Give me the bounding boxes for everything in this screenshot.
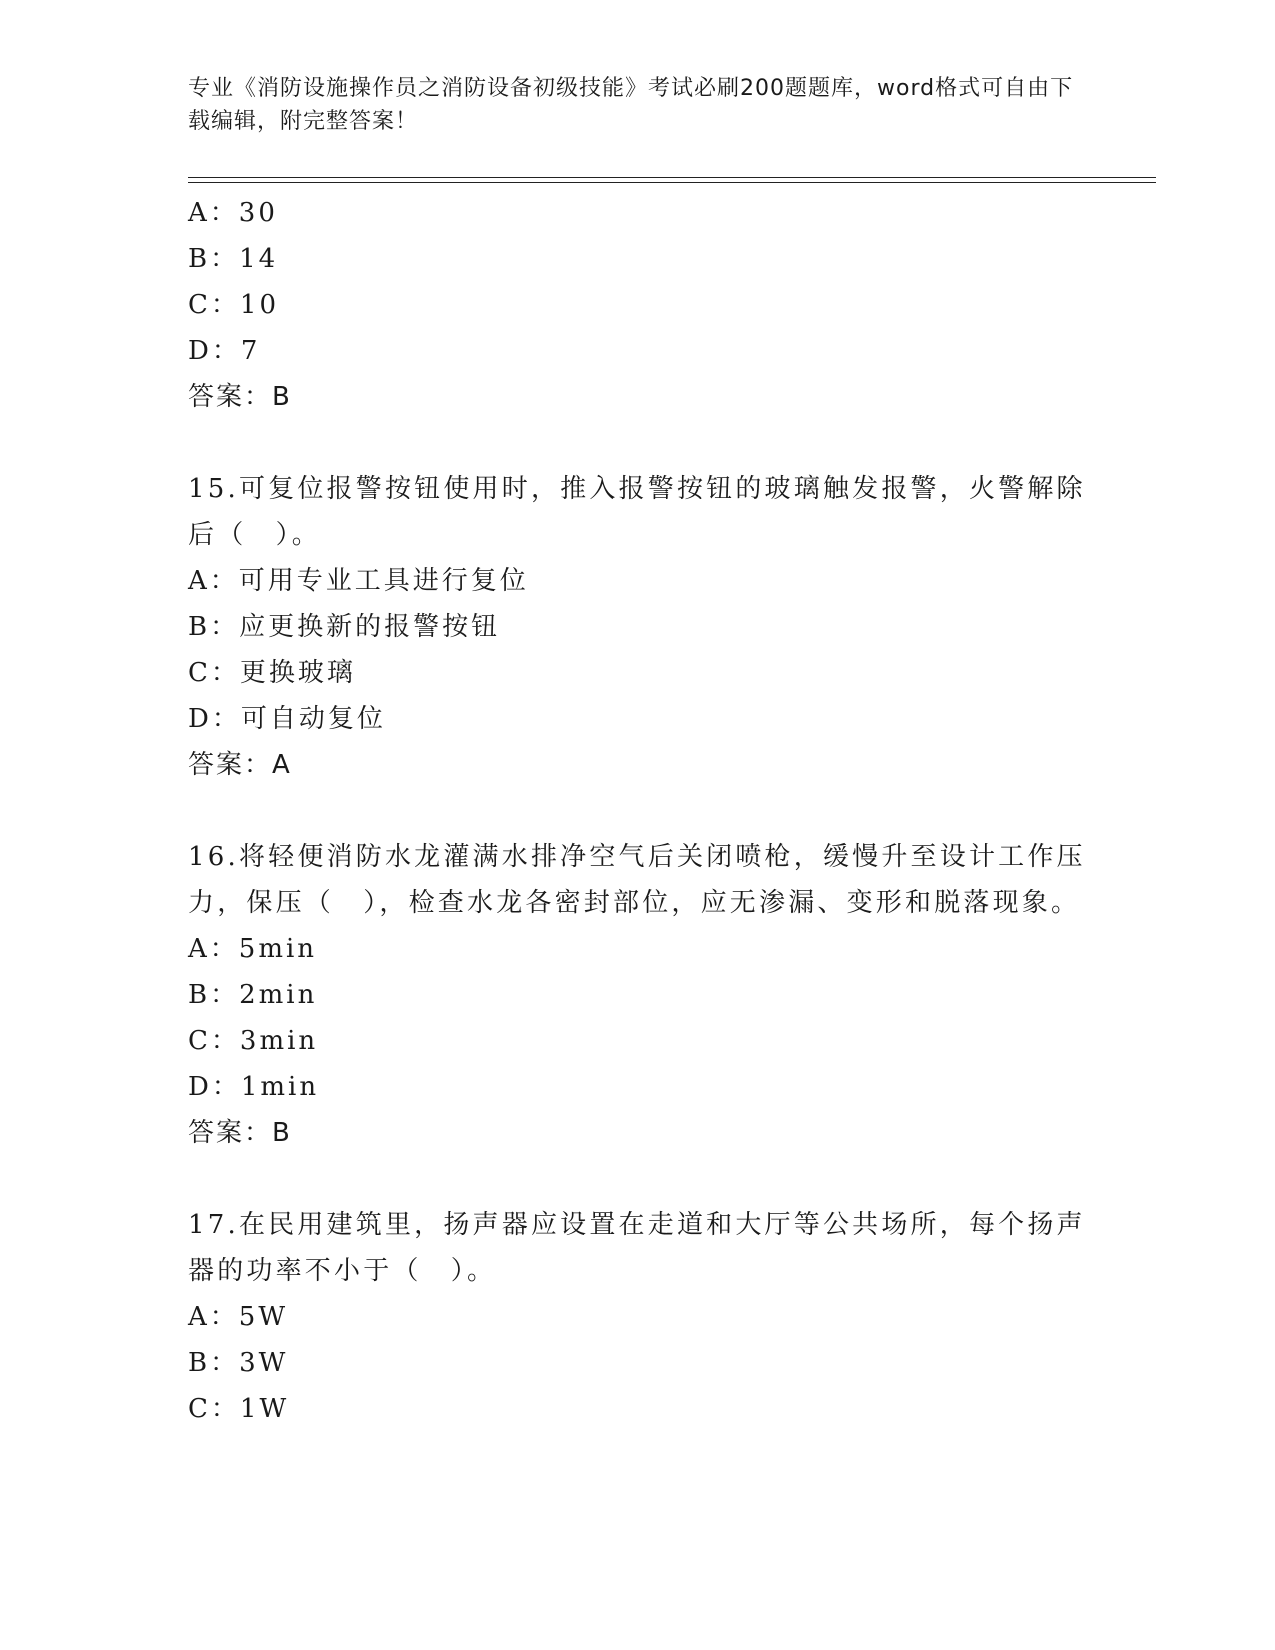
option-c (188, 1018, 1088, 1064)
option-letter: C： (188, 1026, 240, 1056)
option-text: 30 (238, 198, 278, 228)
option-text: 可自动复位 (240, 704, 386, 734)
option-letter: B： (188, 244, 240, 274)
option-a (188, 558, 1088, 604)
option-a (188, 926, 1088, 972)
option-letter: A： (188, 934, 239, 964)
option-text: 14 (239, 244, 279, 274)
option-letter: D： (188, 336, 241, 366)
option-letter: C： (188, 1394, 240, 1424)
question-15 (188, 466, 1088, 788)
option-d (188, 328, 1088, 374)
option-text: 7 (240, 336, 261, 366)
option-text: 1min (240, 1072, 320, 1102)
option-c (188, 282, 1088, 328)
question-16 (188, 834, 1088, 1156)
option-text: 3W (239, 1348, 289, 1378)
option-letter: A： (188, 198, 239, 228)
option-c (188, 1386, 1088, 1432)
document-header: 专业《消防设施操作员之消防设备初级技能》考试必刷200题题库，word格式可自由下载编辑，附完整答案！ (188, 76, 1074, 134)
header-divider-top (188, 177, 1156, 178)
option-text: 10 (239, 290, 279, 320)
option-d (188, 696, 1088, 742)
option-b (188, 972, 1088, 1018)
option-text: 可用专业工具进行复位 (238, 566, 529, 596)
answer-line: 答案：B (188, 1118, 292, 1148)
option-letter: C： (188, 290, 240, 320)
answer-line: 答案：B (188, 382, 292, 412)
option-text: 更换玻璃 (239, 658, 356, 688)
option-a (188, 190, 1088, 236)
option-text: 1W (239, 1394, 290, 1424)
option-letter: D： (188, 1072, 241, 1102)
question-stem: 17.在民用建筑里，扬声器应设置在走道和大厅等公共场所，每个扬声器的功率不小于（ ）。 (188, 1210, 1086, 1286)
option-b (188, 1340, 1088, 1386)
header-divider-bottom (188, 182, 1156, 183)
option-letter: A： (188, 1302, 239, 1332)
option-text: 应更换新的报警按钮 (239, 612, 501, 642)
option-letter: D： (188, 704, 241, 734)
option-b (188, 236, 1088, 282)
option-d (188, 1064, 1088, 1110)
option-c (188, 650, 1088, 696)
option-letter: C： (188, 658, 240, 688)
option-a (188, 1294, 1088, 1340)
answer-line: 答案：A (188, 750, 292, 780)
option-letter: B： (188, 612, 240, 642)
question-17 (188, 1202, 1088, 1432)
question-stem: 16.将轻便消防水龙灌满水排净空气后关闭喷枪，缓慢升至设计工作压力，保压（ ），检查水龙各密封部位，应无渗漏、变形和脱落现象。 (188, 842, 1086, 918)
question-list (188, 190, 1088, 1432)
question-stem: 15.可复位报警按钮使用时，推入报警按钮的玻璃触发报警，火警解除后（ ）。 (188, 474, 1086, 550)
option-text: 5min (238, 934, 318, 964)
option-letter: B： (188, 1348, 240, 1378)
option-letter: B： (188, 980, 240, 1010)
option-text: 5W (238, 1302, 289, 1332)
option-text: 3min (239, 1026, 319, 1056)
option-letter: A： (188, 566, 239, 596)
option-text: 2min (239, 980, 318, 1010)
option-b (188, 604, 1088, 650)
question-14-continuation (188, 190, 1088, 420)
